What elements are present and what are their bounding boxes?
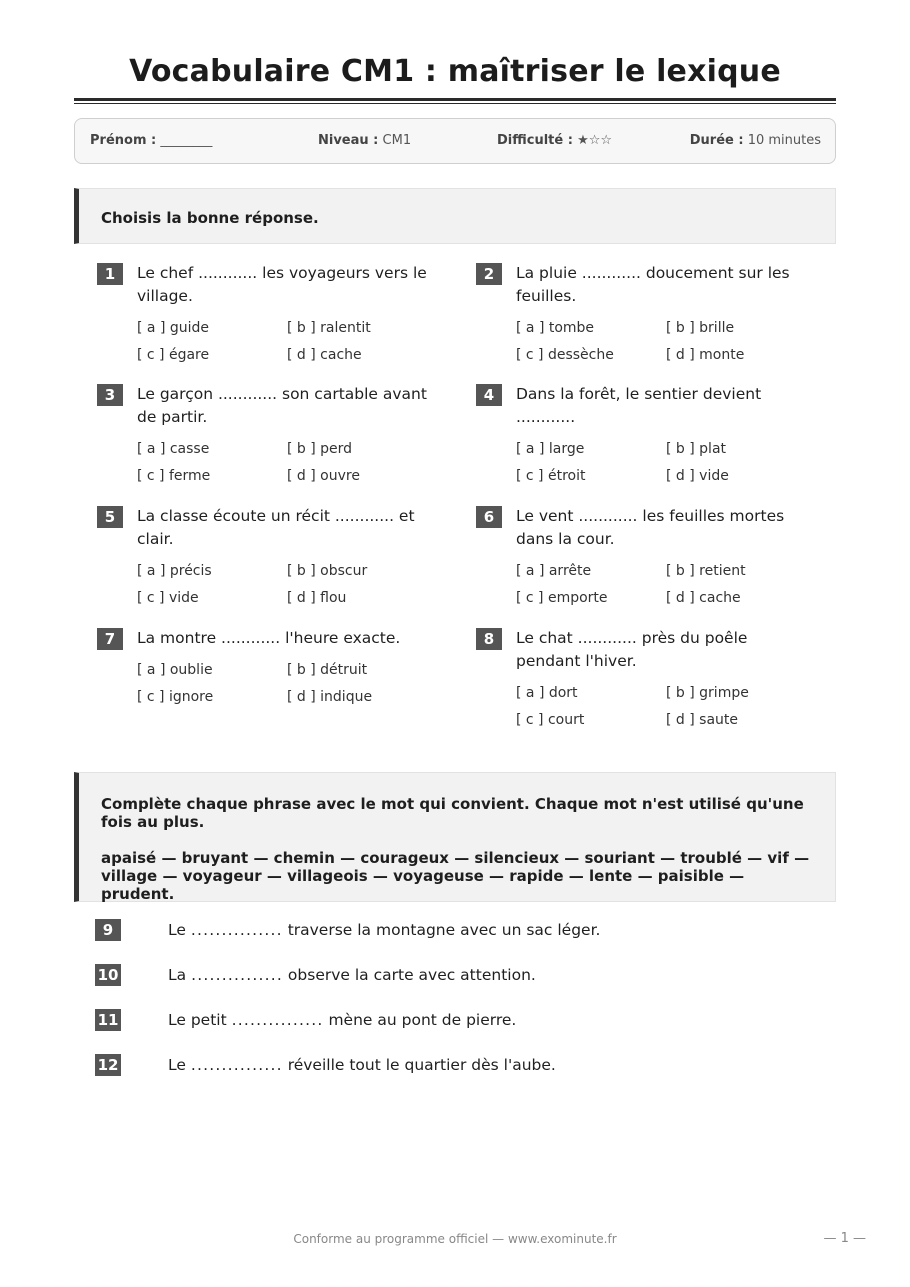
option-a[interactable]: [ a ] arrête — [516, 563, 592, 579]
question-text: Le chat ............ près du poêle pendant l'hiver. — [516, 629, 748, 670]
question-number: 1 — [97, 263, 123, 285]
page-number: — 1 — — [823, 1231, 866, 1246]
option-a[interactable]: [ a ] tombe — [516, 320, 595, 336]
niveau-label: Niveau : — [318, 133, 379, 148]
option-c[interactable]: [ c ] court — [516, 712, 585, 728]
question-text: La classe écoute un récit ............ et clair. — [137, 507, 415, 548]
option-c[interactable]: [ c ] étroit — [516, 468, 586, 484]
question-4 — [476, 383, 816, 495]
sentence-end: réveille tout le quartier dès l'aube. — [287, 1056, 556, 1074]
option-b[interactable]: [ b ] retient — [666, 563, 746, 579]
blank[interactable]: ............... — [190, 921, 283, 939]
option-a[interactable]: [ a ] casse — [137, 441, 210, 457]
section-2-header — [74, 772, 836, 902]
question-number: 10 — [95, 964, 121, 986]
option-b[interactable]: [ b ] obscur — [287, 563, 368, 579]
sentence-start: La — [168, 966, 187, 984]
option-c[interactable]: [ c ] ignore — [137, 689, 214, 705]
question-number: 7 — [97, 628, 123, 650]
difficulte-label: Difficulté : — [497, 133, 573, 148]
question-8 — [476, 627, 816, 739]
question-text: Dans la forêt, le sentier devient ............ — [516, 385, 762, 426]
question-number: 2 — [476, 263, 502, 285]
section-1-instruction: Choisis la bonne réponse. — [74, 188, 836, 244]
option-b[interactable]: [ b ] grimpe — [666, 685, 749, 701]
option-c[interactable]: [ c ] emporte — [516, 590, 608, 606]
fill-item-9 — [95, 919, 795, 943]
option-c[interactable]: [ c ] égare — [137, 347, 210, 363]
sentence-end: traverse la montagne avec un sac léger. — [287, 921, 601, 939]
duree-label: Durée : — [689, 133, 744, 148]
question-number: 4 — [476, 384, 502, 406]
word-bank: apaisé — bruyant — chemin — courageux — silencieux — souriant — troublé — vif — village — voyageur — villageois — voyageuse — rapide — lente — paisible — prudent. — [101, 849, 810, 903]
question-text: Le garçon ............ son cartable avant de partir. — [137, 385, 427, 426]
option-c[interactable]: [ c ] vide — [137, 590, 199, 606]
option-a[interactable]: [ a ] dort — [516, 685, 578, 701]
prenom-label: Prénom : — [90, 133, 157, 148]
option-c[interactable]: [ c ] dessèche — [516, 347, 614, 363]
page-title: Vocabulaire CM1 : maîtriser le lexique — [129, 54, 781, 89]
info-duree — [690, 133, 821, 148]
option-a[interactable]: [ a ] précis — [137, 563, 212, 579]
option-d[interactable]: [ d ] cache — [287, 347, 362, 363]
option-c[interactable]: [ c ] ferme — [137, 468, 211, 484]
blank[interactable]: ............... — [231, 1011, 324, 1029]
fill-item-10 — [95, 964, 795, 988]
question-2 — [476, 262, 816, 374]
info-bar — [74, 118, 836, 164]
title-rule-thick — [74, 98, 836, 101]
question-text: La montre ............ l'heure exacte. — [137, 629, 401, 647]
option-b[interactable]: [ b ] ralentit — [287, 320, 371, 336]
sentence-end: observe la carte avec attention. — [287, 966, 536, 984]
question-number: 5 — [97, 506, 123, 528]
fill-item-11 — [95, 1009, 795, 1033]
title-rule-thin — [74, 103, 836, 104]
section-2-instruction: Complète chaque phrase avec le mot qui convient. Chaque mot n'est utilisé qu'une fois au plus. — [101, 795, 804, 831]
question-number: 9 — [95, 919, 121, 941]
info-prenom — [90, 133, 212, 148]
question-text: Le vent ............ les feuilles mortes dans la cour. — [516, 507, 785, 548]
option-a[interactable]: [ a ] oublie — [137, 662, 213, 678]
prenom-value: ________ — [160, 133, 213, 148]
blank[interactable]: ............... — [190, 1056, 283, 1074]
sentence-start: Le — [168, 921, 186, 939]
sentence-start: Le petit — [168, 1011, 227, 1029]
option-d[interactable]: [ d ] saute — [666, 712, 739, 728]
question-number: 8 — [476, 628, 502, 650]
option-b[interactable]: [ b ] perd — [287, 441, 353, 457]
question-7 — [97, 627, 437, 716]
question-number: 6 — [476, 506, 502, 528]
option-d[interactable]: [ d ] flou — [287, 590, 347, 606]
sentence-start: Le — [168, 1056, 186, 1074]
question-6 — [476, 505, 816, 617]
option-a[interactable]: [ a ] guide — [137, 320, 210, 336]
option-b[interactable]: [ b ] plat — [666, 441, 727, 457]
question-number: 12 — [95, 1054, 121, 1076]
duree-value: 10 minutes — [747, 133, 821, 148]
question-3 — [97, 383, 437, 495]
blank[interactable]: ............... — [191, 966, 283, 984]
option-d[interactable]: [ d ] vide — [666, 468, 729, 484]
option-b[interactable]: [ b ] détruit — [287, 662, 368, 678]
question-1 — [97, 262, 437, 374]
option-a[interactable]: [ a ] large — [516, 441, 585, 457]
option-d[interactable]: [ d ] ouvre — [287, 468, 360, 484]
footer-text: Conforme au programme officiel — www.exominute.fr — [293, 1232, 617, 1246]
fill-item-12 — [95, 1054, 795, 1078]
option-d[interactable]: [ d ] indique — [287, 689, 373, 705]
difficulte-stars: ★☆☆ — [577, 133, 613, 148]
question-number: 3 — [97, 384, 123, 406]
question-text: Le chef ............ les voyageurs vers le village. — [137, 264, 427, 305]
niveau-value: CM1 — [382, 133, 412, 148]
question-5 — [97, 505, 437, 617]
question-number: 11 — [95, 1009, 121, 1031]
info-niveau — [318, 133, 411, 148]
sentence-end: mène au pont de pierre. — [328, 1011, 517, 1029]
option-b[interactable]: [ b ] brille — [666, 320, 735, 336]
option-d[interactable]: [ d ] cache — [666, 590, 741, 606]
info-difficulte — [497, 133, 612, 148]
question-text: La pluie ............ doucement sur les feuilles. — [516, 264, 790, 305]
option-d[interactable]: [ d ] monte — [666, 347, 745, 363]
